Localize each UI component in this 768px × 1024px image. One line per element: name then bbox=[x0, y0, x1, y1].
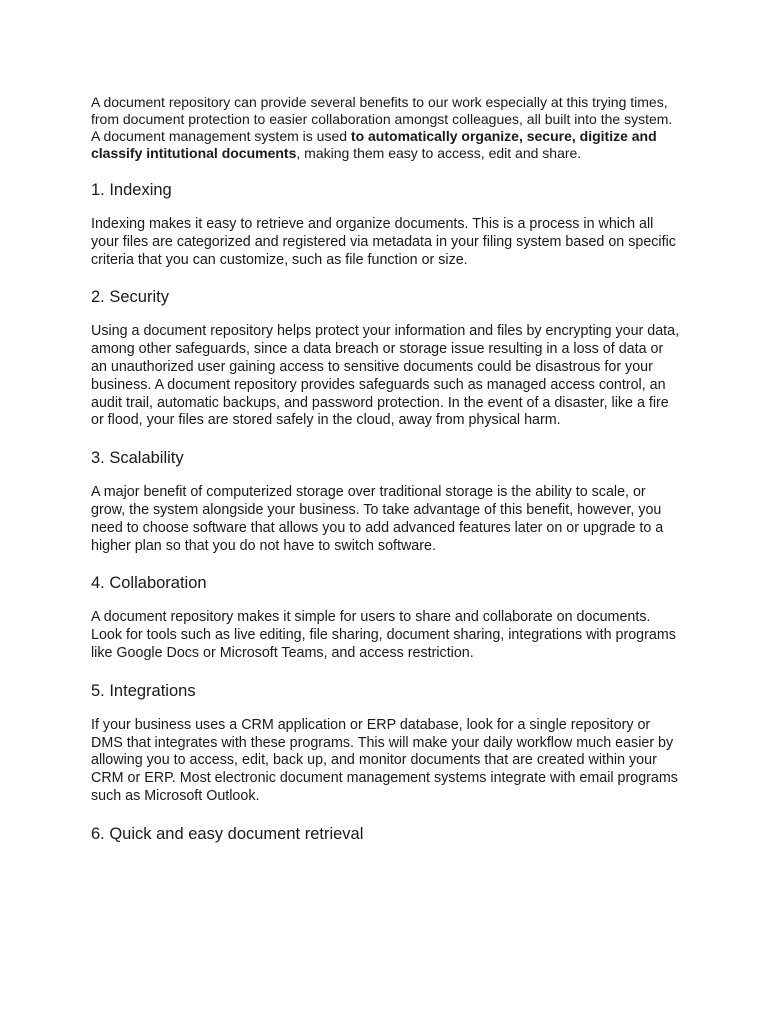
intro-text-end: , making them easy to access, edit and share. bbox=[296, 145, 582, 161]
paragraph-security: Using a document repository helps protect your information and files by encrypting your data, among other safeguards, since a data breach or storage issue resulting in a loss of data or an unauthorized user gaining access to sensitive documents could be disastrous for your business. A document repository provides safeguards such as managed access control, an audit trail, automatic backups, and password protection. In the event of a disaster, like a fire or flood, your files are stored safely in the cloud, away from physical harm. bbox=[91, 323, 680, 429]
intro-paragraph bbox=[91, 94, 680, 162]
heading-collaboration: 4. Collaboration bbox=[91, 574, 207, 593]
heading-scalability: 3. Scalability bbox=[91, 449, 184, 468]
paragraph-integrations: If your business uses a CRM application or ERP database, look for a single repository or DMS that integrates with these programs. This will make your daily workflow much easier by allowing you to access, edit, back up, and monitor documents that are created within your CRM or ERP. Most electronic document management systems integrate with email programs such as Microsoft Outlook. bbox=[91, 716, 678, 804]
heading-indexing: 1. Indexing bbox=[91, 181, 172, 199]
paragraph-indexing: Indexing makes it easy to retrieve and organize documents. This is a process in which all your files are categorized and registered via metadata in your filing system based on specific criteria that you can customize, such as file function or size. bbox=[91, 216, 676, 268]
intro-bold-text: to automatically organize, secure, digitize and classify intitutional documents bbox=[91, 128, 657, 161]
heading-integrations: 5. Integrations bbox=[91, 681, 196, 700]
intro-text-start: A document repository can provide several benefits to our work especially at this trying times, from document protection to easier collaboration amongst colleagues, all built into the system. A document management system is used bbox=[91, 94, 673, 144]
heading-security: 2. Security bbox=[91, 288, 169, 307]
paragraph-scalability: A major benefit of computerized storage over traditional storage is the ability to scale, or grow, the system alongside your business. To take advantage of this benefit, however, you need to choose software that allows you to add advanced features later on or upgrade to a higher plan so that you do not have to switch software. bbox=[91, 484, 664, 554]
paragraph-collaboration: A document repository makes it simple for users to share and collaborate on documents. Look for tools such as live editing, file sharing, document sharing, integrations with programs like Google Docs or Microsoft Teams, and access restriction. bbox=[91, 609, 676, 661]
heading-document-retrieval: 6. Quick and easy document retrieval bbox=[91, 824, 364, 843]
